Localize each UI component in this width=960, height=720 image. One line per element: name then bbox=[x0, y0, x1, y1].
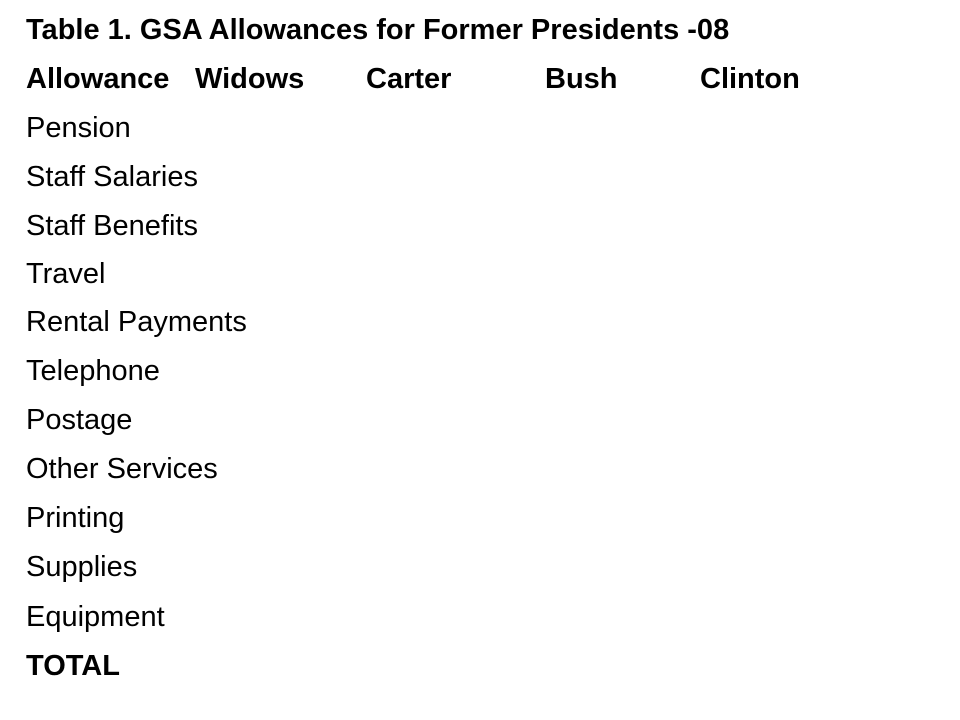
header-carter: Carter bbox=[366, 63, 452, 95]
row-label: Pension bbox=[26, 112, 131, 144]
row-label: Rental Payments bbox=[26, 306, 247, 338]
header-allowance: Allowance bbox=[26, 63, 170, 95]
row-label: Supplies bbox=[26, 551, 138, 583]
row-label: Staff Benefits bbox=[26, 210, 198, 242]
row-label: Postage bbox=[26, 404, 133, 436]
header-clinton: Clinton bbox=[700, 63, 800, 95]
header-bush: Bush bbox=[545, 63, 618, 95]
header-widows: Widows bbox=[195, 63, 305, 95]
row-label: Equipment bbox=[26, 601, 165, 633]
table-title: Table 1. GSA Allowances for Former Presidents -08 bbox=[26, 14, 730, 46]
row-label: Printing bbox=[26, 502, 125, 534]
total-label: TOTAL bbox=[26, 650, 120, 682]
row-label: Other Services bbox=[26, 453, 218, 485]
row-label: Staff Salaries bbox=[26, 161, 198, 193]
row-label: Telephone bbox=[26, 355, 160, 387]
row-label: Travel bbox=[26, 258, 106, 290]
